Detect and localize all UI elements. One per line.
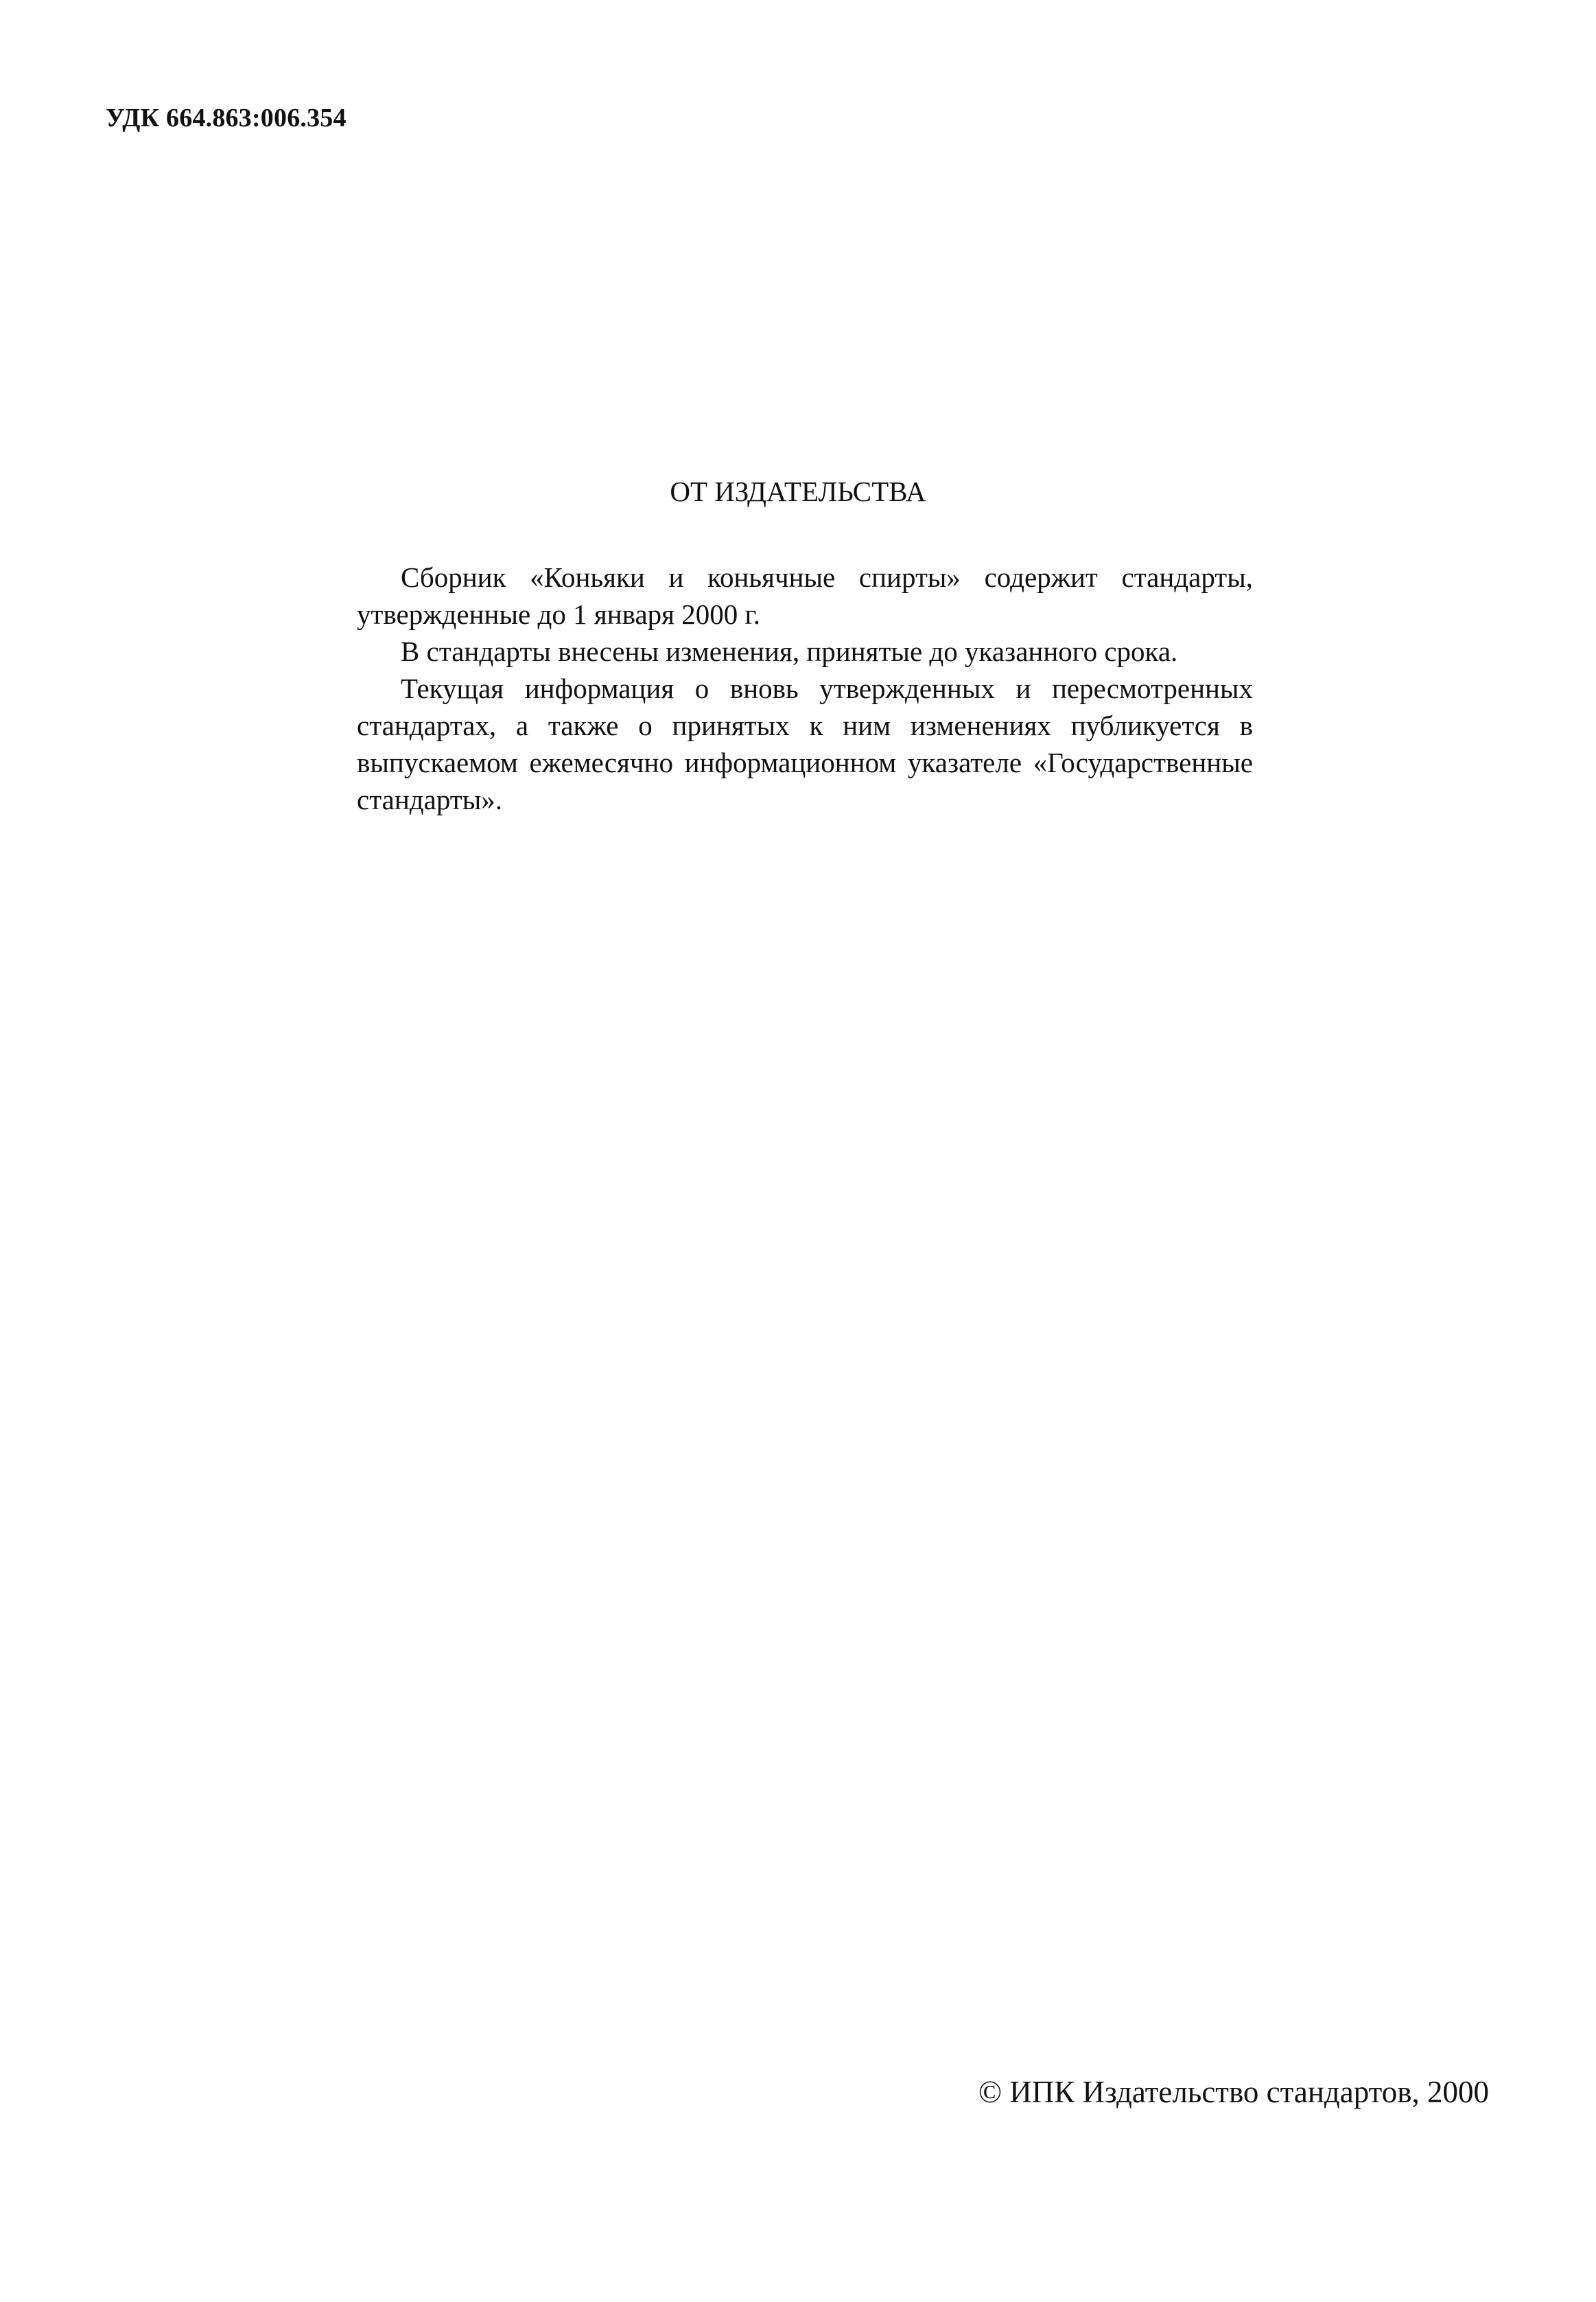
section-heading: ОТ ИЗДАТЕЛЬСТВА [670, 476, 926, 507]
publisher-note [357, 559, 1253, 818]
paragraph-collection-contents: Сборник «Коньяки и коньячные спирты» содержит стандарты, утвержденные до 1 января 2000 г. [357, 561, 1253, 630]
udc-code: УДК 664.863:006.354 [106, 104, 347, 132]
copyright-notice: © ИПК Издательство стандартов, 2000 [978, 2075, 1489, 2109]
paragraph-amendments: В стандарты внесены изменения, принятые до указанного срока. [401, 636, 1178, 667]
paragraph-current-information: Текущая информация о вновь утвержденных и пересмотренных стандартах, а также о принятых к ним изменениях публикуется в выпускаемом ежемесячно информационном указателе «Государственные стандарты». [357, 673, 1253, 815]
